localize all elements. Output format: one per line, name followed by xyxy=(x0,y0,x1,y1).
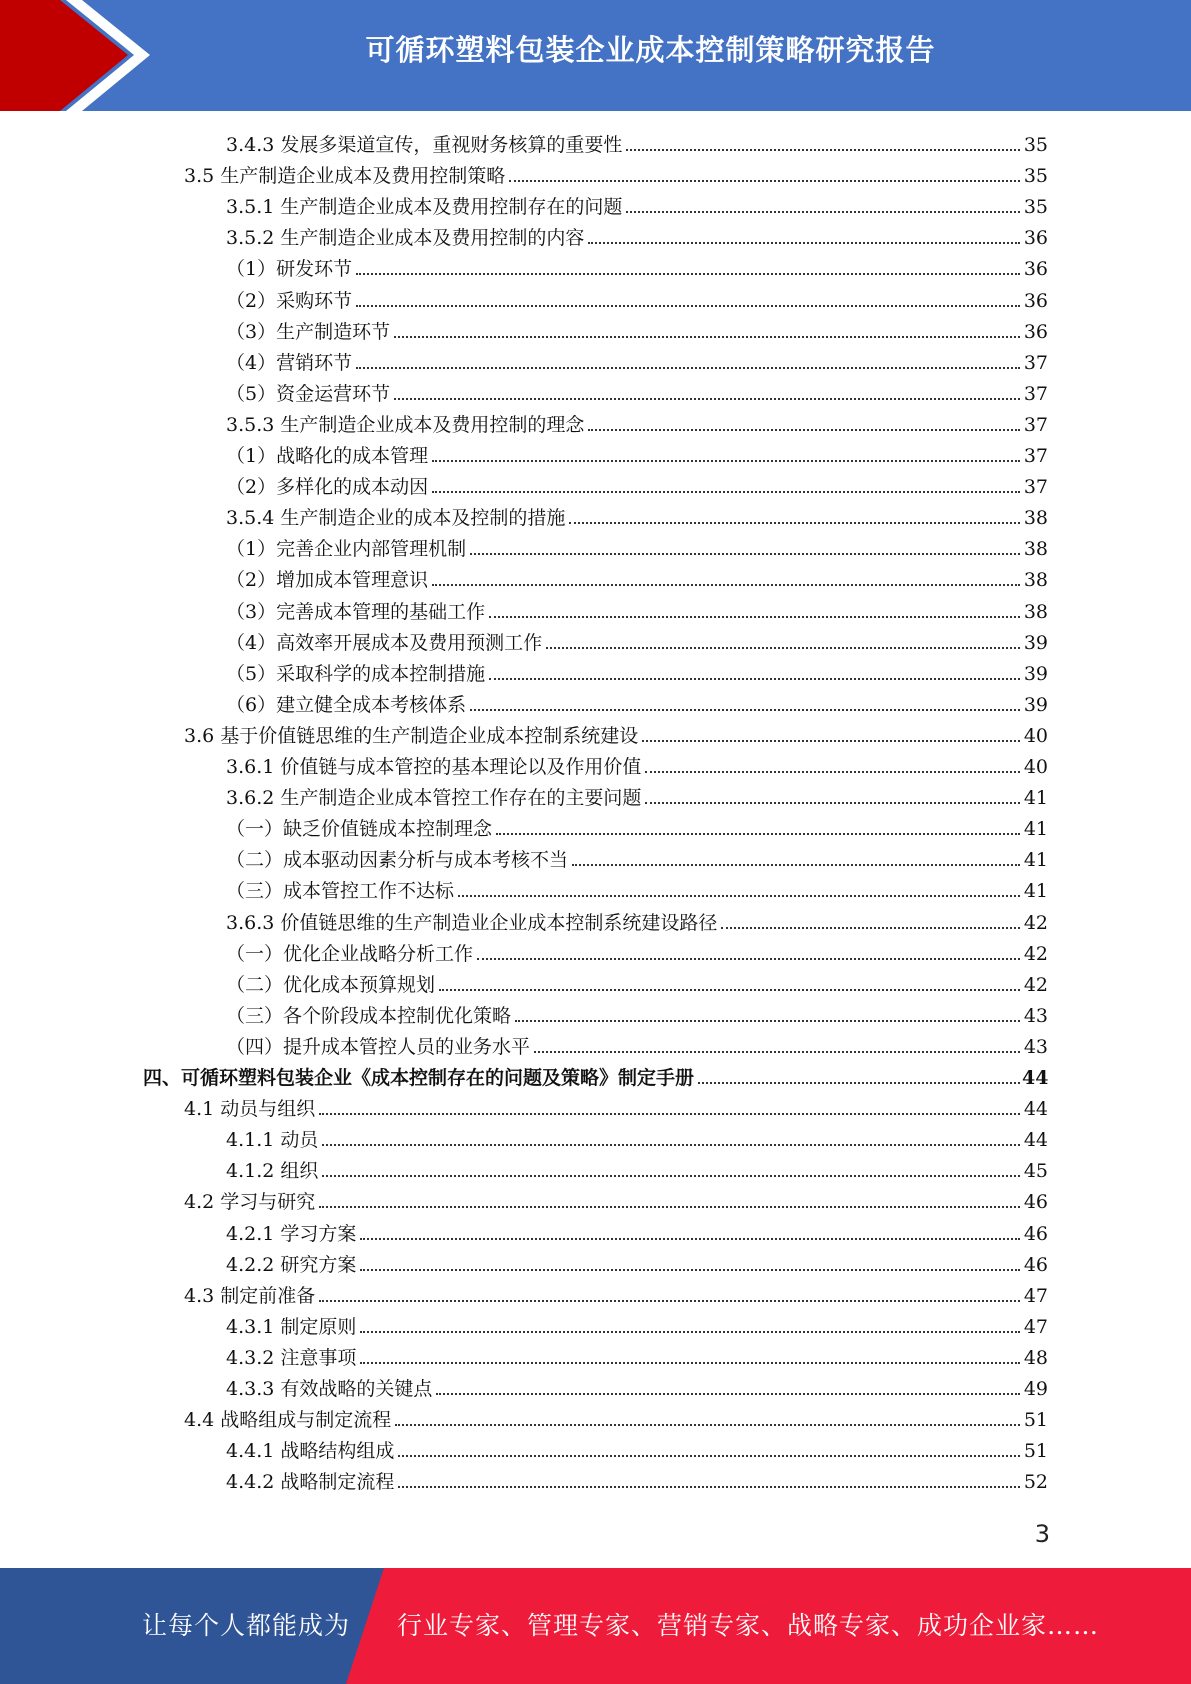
toc-entry-page: 39 xyxy=(1023,662,1048,685)
toc-entry-page: 41 xyxy=(1023,880,1048,903)
toc-entry-page: 36 xyxy=(1023,320,1048,343)
toc-entry[interactable] xyxy=(226,904,1048,935)
toc-entry-label: （二）成本驱动因素分析与成本考核不当 xyxy=(226,849,569,872)
toc-entry-page: 37 xyxy=(1023,351,1048,374)
toc-entry[interactable] xyxy=(226,686,1048,717)
toc-entry-page: 52 xyxy=(1023,1471,1048,1494)
toc-entry[interactable] xyxy=(226,872,1048,903)
toc-dot-leader xyxy=(432,584,1020,586)
toc-entry[interactable] xyxy=(226,997,1048,1028)
footer-roles: 行业专家、管理专家、营销专家、战略专家、成功企业家…… xyxy=(397,1611,1100,1640)
toc-dot-leader xyxy=(477,958,1020,960)
toc-entry-label: （5）资金运营环节 xyxy=(226,382,391,405)
toc-entry-page: 44 xyxy=(1022,1067,1049,1089)
toc-entry-label: 3.5.4 生产制造企业的成本及控制的措施 xyxy=(226,507,566,530)
toc-entry-page: 45 xyxy=(1023,1160,1048,1183)
toc-entry[interactable] xyxy=(226,1246,1048,1277)
toc-dot-leader xyxy=(645,771,1020,773)
toc-dot-leader xyxy=(432,460,1020,462)
toc-entry-page: 39 xyxy=(1023,631,1048,654)
toc-entry-label: 3.5.1 生产制造企业成本及费用控制存在的问题 xyxy=(226,196,623,219)
toc-dot-leader xyxy=(496,833,1020,835)
toc-dot-leader xyxy=(322,1144,1020,1146)
toc-entry-page: 35 xyxy=(1023,134,1048,156)
toc-dot-leader xyxy=(534,1051,1020,1053)
toc-entry-label: （2）增加成本管理意识 xyxy=(226,569,429,592)
toc-dot-leader xyxy=(319,1113,1020,1115)
toc-entry-label: （1）研发环节 xyxy=(226,258,353,281)
toc-entry[interactable] xyxy=(226,655,1048,686)
toc-entry-label: 四、可循环塑料包装企业《成本控制存在的问题及策略》制定手册 xyxy=(143,1067,695,1089)
toc-entry-page: 36 xyxy=(1023,289,1048,312)
toc-dot-leader xyxy=(395,1424,1020,1426)
toc-entry-label: 3.6.2 生产制造企业成本管控工作存在的主要问题 xyxy=(226,787,642,810)
toc-entry-page: 38 xyxy=(1023,507,1048,530)
toc-dot-leader xyxy=(489,616,1020,618)
toc-entry-page: 35 xyxy=(1023,165,1048,188)
toc-entry-label: 3.5.3 生产制造企业成本及费用控制的理念 xyxy=(226,413,585,436)
toc-entry-page: 46 xyxy=(1023,1191,1048,1214)
toc-entry-page: 37 xyxy=(1023,382,1048,405)
toc-entry[interactable] xyxy=(184,1277,1048,1308)
toc-entry[interactable] xyxy=(184,1183,1048,1214)
toc-entry[interactable] xyxy=(226,1215,1048,1246)
toc-dot-leader xyxy=(398,1455,1020,1457)
toc-dot-leader xyxy=(436,1393,1020,1395)
toc-entry-page: 51 xyxy=(1023,1409,1048,1432)
toc-entry-label: （4）营销环节 xyxy=(226,351,353,374)
toc-entry-page: 42 xyxy=(1023,911,1048,934)
document-title: 可循环塑料包装企业成本控制策略研究报告 xyxy=(365,33,936,67)
toc-entry-label: 3.5 生产制造企业成本及费用控制策略 xyxy=(184,165,506,188)
toc-entry-page: 44 xyxy=(1023,1129,1048,1152)
toc-entry[interactable] xyxy=(226,1308,1048,1339)
toc-entry[interactable] xyxy=(226,126,1048,157)
toc-entry-label: 3.6 基于价值链思维的生产制造企业成本控制系统建设 xyxy=(184,724,639,747)
toc-entry-page: 51 xyxy=(1023,1440,1048,1463)
toc-entry[interactable] xyxy=(184,717,1048,748)
toc-entry[interactable] xyxy=(226,1432,1048,1463)
toc-entry[interactable] xyxy=(226,468,1048,499)
toc-entry-label: 4.4.2 战略制定流程 xyxy=(226,1471,395,1494)
toc-dot-leader xyxy=(489,678,1020,680)
toc-entry-label: （3）完善成本管理的基础工作 xyxy=(226,600,486,623)
toc-entry-label: 4.4 战略组成与制定流程 xyxy=(184,1409,392,1432)
toc-entry-label: 4.3.1 制定原则 xyxy=(226,1315,357,1338)
toc-entry-page: 43 xyxy=(1023,1004,1048,1027)
toc-entry-page: 40 xyxy=(1023,756,1048,778)
toc-entry-page: 38 xyxy=(1023,600,1048,623)
page-footer xyxy=(0,1568,1191,1684)
toc-entry-label: 3.5.2 生产制造企业成本及费用控制的内容 xyxy=(226,227,585,250)
toc-entry-label: 4.1 动员与组织 xyxy=(184,1098,316,1121)
toc-entry[interactable] xyxy=(226,841,1048,872)
toc-entry-label: 4.2 学习与研究 xyxy=(184,1191,316,1214)
toc-entry-label: （四）提升成本管控人员的业务水平 xyxy=(226,1035,531,1058)
toc-entry[interactable] xyxy=(226,219,1048,250)
toc-entry[interactable] xyxy=(226,593,1048,624)
toc-entry-page: 37 xyxy=(1023,413,1048,436)
footer-slogan: 让每个人都能成为 xyxy=(142,1611,351,1640)
toc-entry[interactable] xyxy=(184,1401,1048,1432)
page-header xyxy=(0,0,1191,111)
toc-dot-leader xyxy=(319,1300,1020,1302)
toc-entry-page: 44 xyxy=(1023,1098,1048,1121)
toc-entry[interactable] xyxy=(226,406,1048,437)
toc-dot-leader xyxy=(356,305,1020,307)
toc-entry-label: 4.4.1 战略结构组成 xyxy=(226,1440,395,1463)
toc-dot-leader xyxy=(588,429,1020,431)
toc-dot-leader xyxy=(322,1175,1020,1177)
toc-entry-page: 47 xyxy=(1023,1315,1048,1338)
toc-entry[interactable] xyxy=(226,530,1048,561)
toc-entry[interactable] xyxy=(226,1370,1048,1401)
toc-entry-page: 38 xyxy=(1023,538,1048,561)
toc-entry[interactable] xyxy=(226,779,1048,810)
toc-entry-label: （三）成本管控工作不达标 xyxy=(226,880,455,903)
toc-entry[interactable] xyxy=(226,375,1048,406)
toc-entry-label: 3.4.3 发展多渠道宣传，重视财务核算的重要性 xyxy=(226,134,623,156)
toc-entry-page: 37 xyxy=(1023,476,1048,499)
toc-entry-label: （二）优化成本预算规划 xyxy=(226,973,436,996)
toc-entry-page: 40 xyxy=(1023,724,1048,747)
toc-entry[interactable] xyxy=(143,1059,1048,1090)
toc-dot-leader xyxy=(356,273,1020,275)
toc-dot-leader xyxy=(439,989,1020,991)
toc-dot-leader xyxy=(356,367,1020,369)
toc-dot-leader xyxy=(470,709,1020,711)
toc-entry-page: 42 xyxy=(1023,973,1048,996)
toc-entry-page: 36 xyxy=(1023,227,1048,250)
toc-dot-leader xyxy=(360,1362,1020,1364)
toc-entry-label: 3.6.3 价值链思维的生产制造业企业成本控制系统建设路径 xyxy=(226,911,718,934)
toc-entry-page: 46 xyxy=(1023,1253,1048,1276)
toc-entry-label: 4.3.3 有效战略的关键点 xyxy=(226,1378,433,1400)
toc-entry[interactable] xyxy=(184,157,1048,188)
toc-dot-leader xyxy=(319,1206,1020,1208)
toc-dot-leader xyxy=(470,553,1020,555)
toc-dot-leader xyxy=(515,1020,1020,1022)
toc-dot-leader xyxy=(645,802,1020,804)
toc-entry-page: 46 xyxy=(1023,1222,1048,1245)
toc-entry-label: （4）高效率开展成本及费用预测工作 xyxy=(226,631,543,654)
toc-dot-leader xyxy=(398,1486,1020,1488)
toc-entry-label: 4.1.2 组织 xyxy=(226,1160,319,1183)
toc-entry-label: （一）优化企业战略分析工作 xyxy=(226,942,474,965)
toc-entry-label: （1）完善企业内部管理机制 xyxy=(226,538,467,561)
toc-entry[interactable] xyxy=(226,1028,1048,1059)
toc-entry[interactable] xyxy=(226,810,1048,841)
toc-dot-leader xyxy=(394,336,1020,338)
toc-entry-page: 49 xyxy=(1023,1378,1048,1400)
toc-entry-page: 39 xyxy=(1023,693,1048,716)
toc-entry-page: 37 xyxy=(1023,445,1048,467)
toc-dot-leader xyxy=(458,895,1020,897)
toc-entry[interactable] xyxy=(226,188,1048,219)
toc-entry-page: 41 xyxy=(1023,818,1048,841)
toc-entry-label: （6）建立健全成本考核体系 xyxy=(226,693,467,716)
toc-entry[interactable] xyxy=(226,1152,1048,1183)
toc-entry-label: 4.2.2 研究方案 xyxy=(226,1253,357,1276)
toc-dot-leader xyxy=(698,1082,1020,1084)
toc-entry-page: 41 xyxy=(1023,787,1048,810)
toc-dot-leader xyxy=(626,149,1020,151)
toc-entry-label: 4.3 制定前准备 xyxy=(184,1284,316,1307)
toc-entry[interactable] xyxy=(226,624,1048,655)
page-number: 3 xyxy=(1034,1520,1050,1548)
toc-entry[interactable] xyxy=(226,437,1048,468)
toc-entry[interactable] xyxy=(226,344,1048,375)
toc-entry-label: 4.1.1 动员 xyxy=(226,1129,319,1152)
toc-dot-leader xyxy=(721,927,1020,929)
toc-dot-leader xyxy=(626,211,1020,213)
toc-entry-label: （2）多样化的成本动因 xyxy=(226,476,429,499)
toc-dot-leader xyxy=(360,1331,1020,1333)
toc-dot-leader xyxy=(360,1269,1020,1271)
toc-dot-leader xyxy=(642,740,1020,742)
toc-dot-leader xyxy=(546,647,1020,649)
toc-entry-label: （3）生产制造环节 xyxy=(226,320,391,343)
toc-entry-label: 4.2.1 学习方案 xyxy=(226,1222,357,1245)
toc-entry[interactable] xyxy=(226,313,1048,344)
toc-dot-leader xyxy=(509,180,1020,182)
toc-entry[interactable] xyxy=(226,250,1048,281)
toc-entry[interactable] xyxy=(226,499,1048,530)
toc-entry-page: 42 xyxy=(1023,942,1048,965)
toc-entry-label: （一）缺乏价值链成本控制理念 xyxy=(226,818,493,841)
toc-entry[interactable] xyxy=(226,748,1048,779)
toc-entry-label: （三）各个阶段成本控制优化策略 xyxy=(226,1004,512,1027)
toc-entry-page: 35 xyxy=(1023,196,1048,219)
toc-dot-leader xyxy=(394,398,1020,400)
toc-dot-leader xyxy=(572,864,1020,866)
toc-entry[interactable] xyxy=(226,1121,1048,1152)
toc-dot-leader xyxy=(569,522,1020,524)
toc-entry-label: （2）采购环节 xyxy=(226,289,353,312)
toc-dot-leader xyxy=(432,491,1020,493)
toc-entry-page: 43 xyxy=(1023,1035,1048,1058)
toc-entry-label: （5）采取科学的成本控制措施 xyxy=(226,662,486,685)
toc-entry-page: 41 xyxy=(1023,849,1048,872)
toc-entry-label: 3.6.1 价值链与成本管控的基本理论以及作用价值 xyxy=(226,756,642,778)
toc-entry[interactable] xyxy=(226,966,1048,997)
toc-entry[interactable] xyxy=(226,561,1048,592)
toc-entry[interactable] xyxy=(226,935,1048,966)
toc-dot-leader xyxy=(588,242,1020,244)
toc-entry-page: 48 xyxy=(1023,1346,1048,1369)
toc-entry[interactable] xyxy=(226,1339,1048,1370)
toc-dot-leader xyxy=(360,1238,1020,1240)
toc-entry-page: 47 xyxy=(1023,1284,1048,1307)
toc-entry-page: 38 xyxy=(1023,569,1048,592)
toc-entry-label: 4.3.2 注意事项 xyxy=(226,1346,357,1369)
toc-entry-label: （1）战略化的成本管理 xyxy=(226,445,429,467)
toc-entry[interactable] xyxy=(184,1090,1048,1121)
toc-entry[interactable] xyxy=(226,282,1048,313)
toc-entry[interactable] xyxy=(226,1463,1048,1494)
toc-entry-page: 36 xyxy=(1023,258,1048,281)
